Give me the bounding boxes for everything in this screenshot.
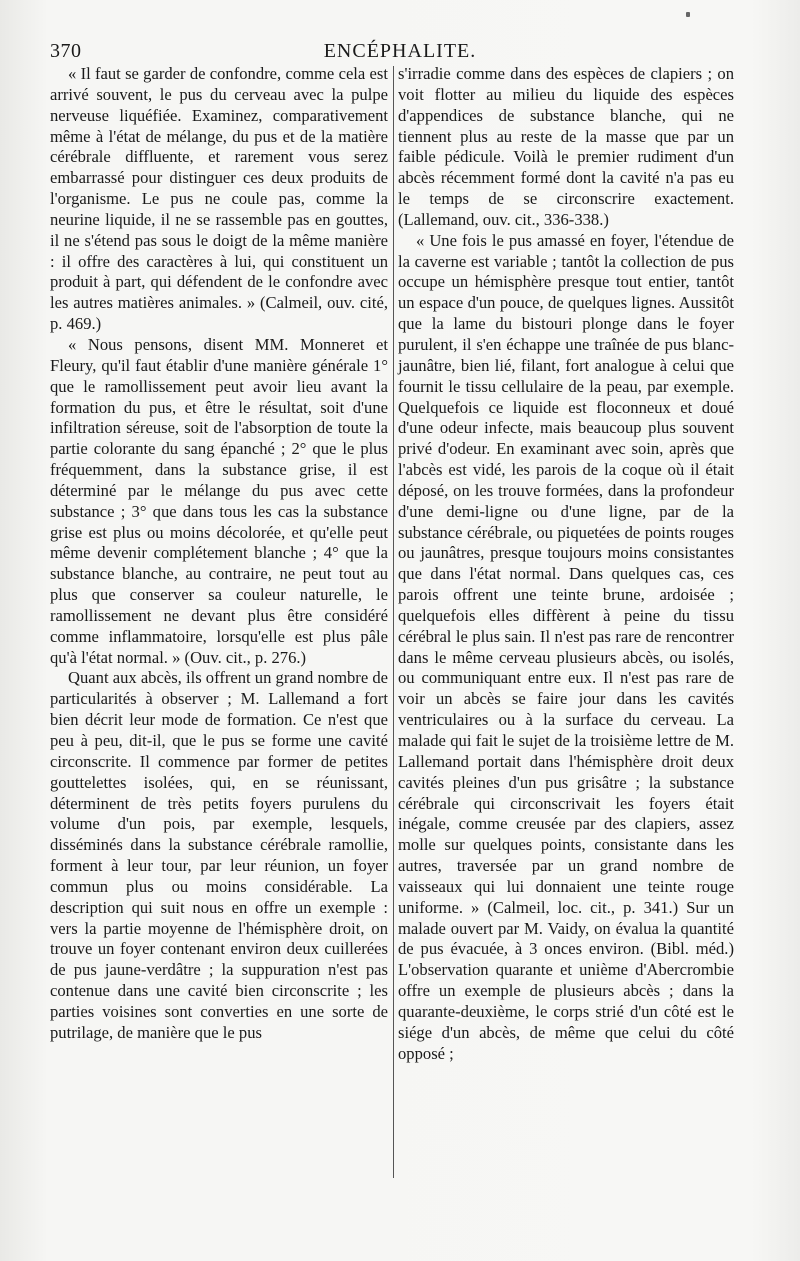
running-title: ENCÉPHALITE. [323, 40, 477, 62]
page-number: 370 [50, 40, 82, 62]
paragraph-foyer-description: « Une fois le pus amassé en foyer, l'étendue de la caverne est variable ; tantôt la collection de pus occupe un hémisphère presque tout entier, tantôt un espace d'un pouce, de quelques lignes. Aussitôt que la lame du bistouri plonge dans le foyer purulent, il s'en échappe une traînée de pus blanc-jaunâtre, bien lié, filant, fort analogue à celui que fournit le tissu cellulaire de la peau, par exemple. Quelquefois ce liquide est floconneux et doué d'une odeur infecte, mais beaucoup plus souvent privé d'odeur. En examinant avec soin, après que l'abcès est vidé, les parois de la coque où il était déposé, on les trouve formées, dans la profondeur d'une demi-ligne ou d'une ligne, par de la substance cérébrale, ou piquetées de points rouges ou jaunâtres, presque toujours moins consistantes que dans l'état normal. Dans quelques cas, ces parois offrent une teinte brune, ardoisée ; quelquefois elles diffèrent à peine du tissu cérébral le plus sain. Il n'est pas rare de rencontrer dans le même cerveau plusieurs abcès, ou isolés, ou communiquant entre eux. Il n'est pas rare de voir un abcès se faire jour dans les cavités ventriculaires ou à la surface du cerveau. La malade qui fait le sujet de la troisième lettre de M. Lallemand portait dans l'hémisphère droit deux cavités pleines d'un pus grisâtre ; la substance cérébrale qui circonscrivait les foyers était inégale, comme creusée par des clapiers, assez molle sur quelques points, consistante dans les autres, traversée par un grand nombre de vaisseaux qui lui donnaient une teinte rouge uniforme. » (Calmeil, loc. cit., p. 341.) Sur un malade ouvert par M. Vaidy, on évalua la quantité de pus évacuée, à 3 onces environ. (Bibl. méd.) L'observation quarante et unième d'Abercrombie offre un exemple de plusieurs abcès ; dans la quarante-deuxième, le corps strié d'un côté est le siége d'un abcès, de même que celui du côté opposé ; [398, 230, 734, 1063]
paragraph-monneret-fleury: « Nous pensons, disent MM. Monneret et Fleury, qu'il faut établir d'une manière générale 1° que le ramollissement peut avoir lieu avant la formation du pus, et être le résultat, soit d'une infiltration séreuse, soit de l'absorption de toute la partie colorante du sang épanché ; 2° que le plus fréquemment, dans la substance grise, il est déterminé par le mélange du pus avec cette substance ; 3° que dans tous les cas la substance grise est plus ou moins décolorée, et qu'elle peut même devenir complétement blanche ; 4° que la substance blanche, au contraire, ne peut tout au plus que conserver sa couleur naturelle, le ramollissement ne devant plus être considéré comme inflammatoire, lorsqu'elle est plus pâle qu'à l'état normal. » (Ouv. cit., p. 276.) [50, 334, 388, 667]
right-column [398, 64, 734, 1065]
print-speck [686, 12, 690, 17]
paragraph-abces-formation: Quant aux abcès, ils offrent un grand nombre de particularités à observer ; M. Lallemand a fort bien décrit leur mode de formation. Ce n'est que peu à peu, dit-il, que le pus se forme une cavité circonscrite. Il commence par former de petites gouttelettes isolées, qui, en se réunissant, déterminent de très petits foyers purulens du volume d'un pois, par exemple, lesquels, disséminés dans la substance cérébrale ramollie, forment à leur tour, par leur réunion, un foyer commun plus ou moins considérable. La description qui suit nous en offre un exemple : vers la partie moyenne de l'hémisphère droit, on trouve un foyer contenant environ deux cuillerées de pus jaune-verdâtre ; la suppuration n'est pas contenue dans une cavité bien circonscrite ; les parties voisines sont converties en une sorte de putrilage, de manière que le pus [50, 668, 388, 1042]
paragraph-continuation: s'irradie comme dans des espèces de clapiers ; on voit flotter au milieu du liquide des espèces d'appendices de substance blanche, qui ne tiennent plus au reste de la masse que par un faible pédicule. Voilà le premier rudiment d'un abcès récemment formé dont la cavité n'a pas eu le temps de se circonscrire exactement. (Lallemand, ouv. cit., 336-338.) [398, 64, 734, 229]
left-column [50, 64, 388, 1044]
column-divider [393, 66, 394, 1178]
paragraph-calmeil-quote: « Il faut se garder de confondre, comme cela est arrivé souvent, le pus du cerveau avec la pulpe nerveuse liquéfiée. Examinez, comparativement même à l'état de mélange, du pus et de la matière cérébrale diffluente, et rarement vous serez embarrassé pour distinguer ces deux produits de l'organisme. Le pus ne coule pas, comme la neurine liquide, il ne se rassemble pas en gouttes, il ne s'étend pas sous le doigt de la même manière : il offre des caractères à lui, qui constituent un produit à part, qui défendent de le confondre avec les autres matières animales. » (Calmeil, ouv. cité, p. 469.) [50, 64, 388, 334]
